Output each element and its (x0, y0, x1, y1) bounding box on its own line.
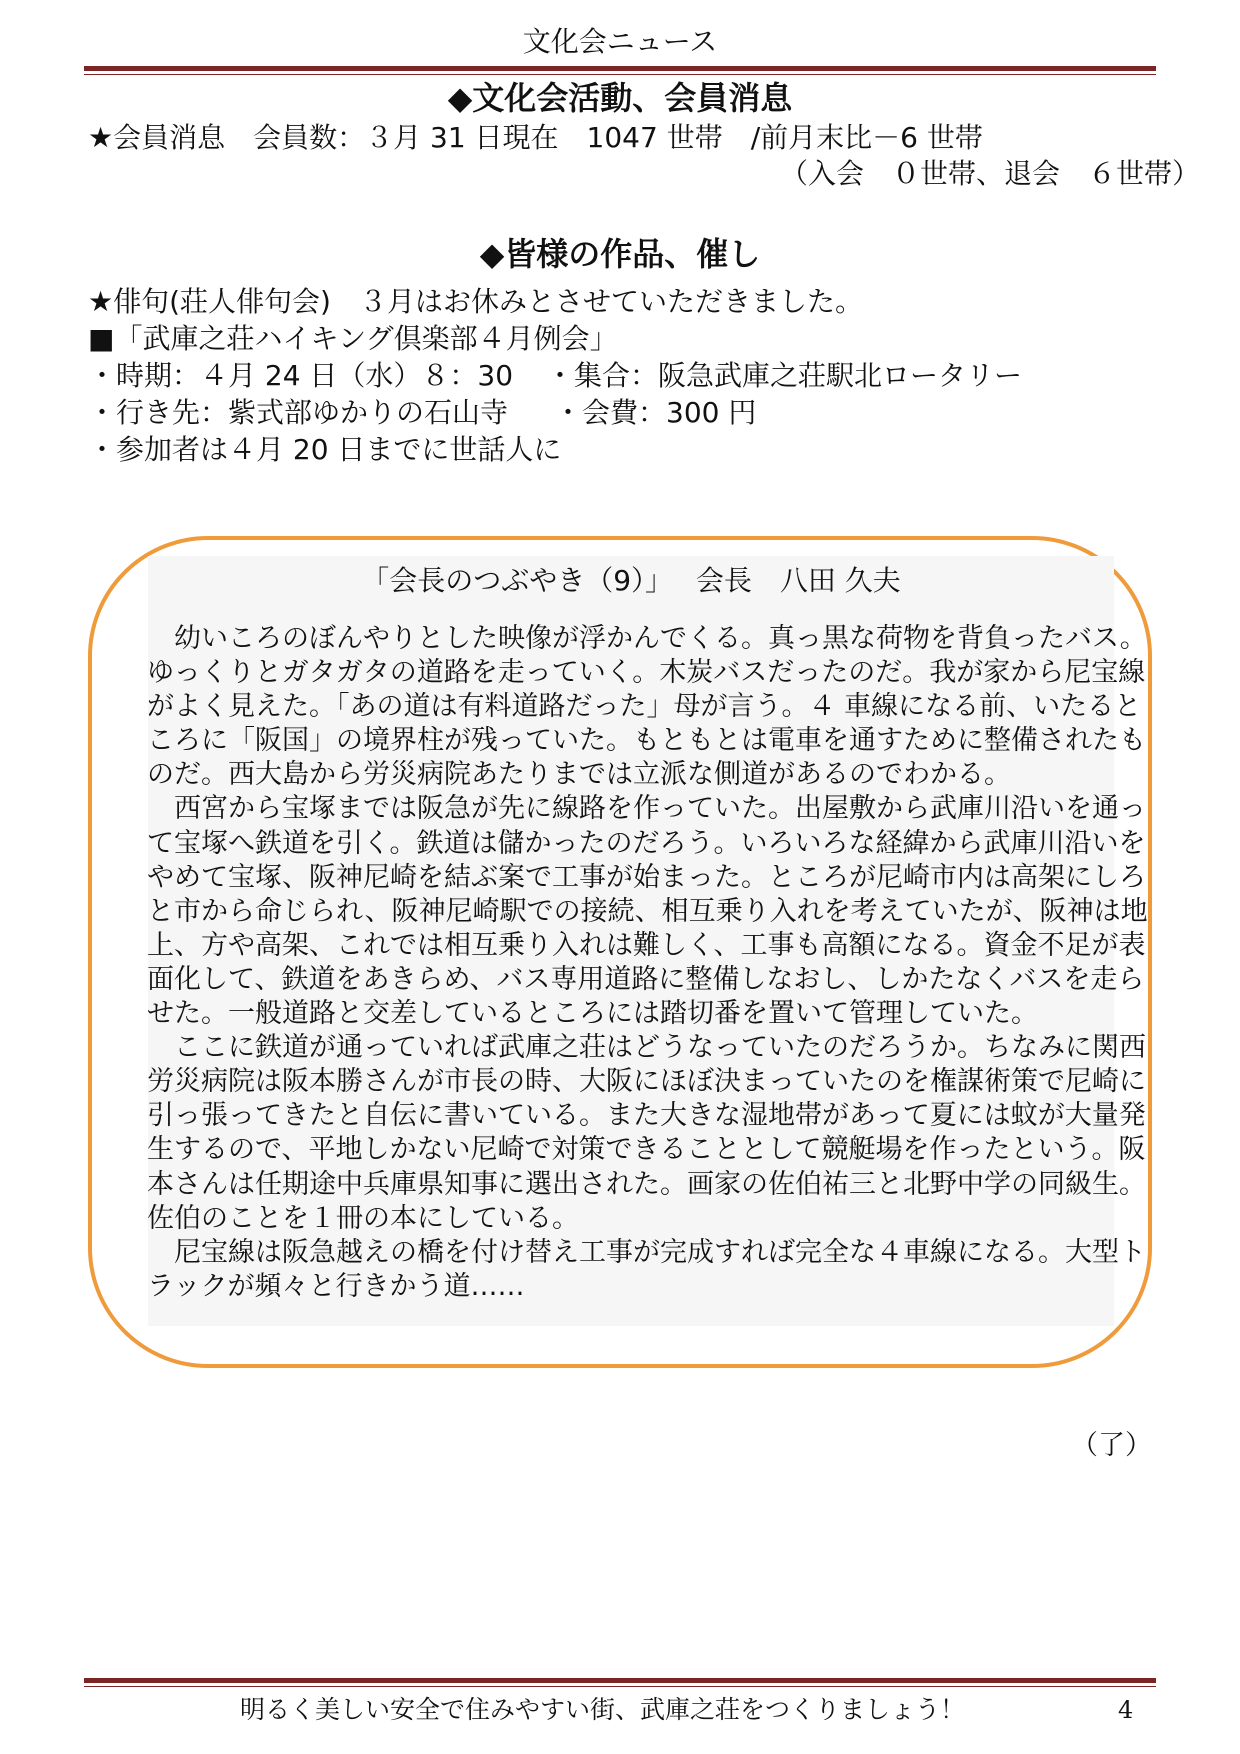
column-line: と市から命じられ、阪神尼崎駅での接続、相互乗り入れを考えていたが、阪神は地 (147, 895, 1148, 927)
hiking-deadline: ・参加者は４月 20 日までに世話人に (88, 433, 562, 466)
column-title: 「会長のつぶやき（9）」 会長 八田 久夫 (361, 564, 901, 597)
section-heading-works: ◆皆様の作品、催し (479, 235, 761, 273)
column-line: 面化して、鉄道をあきらめ、バス専用道路に整備しなおし、しかたなくバスを走ら (147, 963, 1145, 995)
footer-rule-thin (84, 1686, 1156, 1687)
hiking-title: ■「武庫之荘ハイキング倶楽部４月例会」 (88, 322, 618, 355)
haiku-line: ★俳句(荘人俳句会) ３月はお休みとさせていただきました。 (88, 285, 863, 318)
column-line: 生するので、平地しかない尼崎で対策できることとして競艇場を作ったという。阪 (147, 1134, 1146, 1166)
column-body (147, 622, 1148, 1304)
column-line: ラックが頻々と行きかう道…… (147, 1270, 525, 1302)
column-line: 引っ張ってきたと自伝に書いている。また大きな湿地帯があって夏には蚊が大量発 (147, 1100, 1146, 1132)
hiking-meeting-point: ・集合：阪急武庫之荘駅北ロータリー (546, 359, 1023, 392)
hiking-destination: ・行き先：紫式部ゆかりの石山寺 (88, 396, 509, 429)
column-line: 幼いころのぼんやりとした映像が浮かんでくる。真っ黒な荷物を背負ったバス。 (147, 623, 1147, 654)
column-line: ゆっくりとガタガタの道路を走っていく。木炭バスだったのだ。我が家から尼宝線 (147, 657, 1146, 689)
column-line: 労災病院は阪本勝さんが市長の時、大阪にほぼ決まっていたのを権謀術策で尼崎に (147, 1066, 1146, 1098)
column-line: て宝塚へ鉄道を引く。鉄道は儲かったのだろう。いろいろな経緯から武庫川沿いを (147, 827, 1146, 859)
column-line: 上、方や高架、これでは相互乗り入れは難しく、工事も高額になる。資金不足が表 (147, 929, 1146, 961)
member-count-line: ★会員消息 会員数：３月 31 日現在 1047 世帯 /前月末比－6 世帯 (88, 121, 983, 154)
column-line: 佐伯のことを１冊の本にしている。 (147, 1202, 579, 1234)
column-line: 西宮から宝塚までは阪急が先に線路を作っていた。出屋敷から武庫川沿いを通っ (147, 793, 1146, 825)
column-line: ここに鉄道が通っていれば武庫之荘はどうなっていたのだろうか。ちなみに関西 (147, 1032, 1146, 1064)
footer-rule (84, 1678, 1156, 1683)
column-line: ころに「阪国」の境界柱が残っていた。もともとは電車を通すために整備されたも (147, 725, 1146, 757)
member-detail-line: （入会 ０世帯、退会 ６世帯） (780, 157, 1201, 190)
header-rule-thin (84, 74, 1156, 75)
column-line: のだ。西大島から労災病院あたりまでは立派な側道があるのでわかる。 (147, 759, 1011, 791)
hiking-fee: ・会費：300 円 (554, 396, 757, 429)
newsletter-title: 文化会ニュース (522, 25, 718, 58)
hiking-time: ・時期：４月 24 日（水）８：30 (88, 359, 514, 392)
column-line: がよく見えた。「あの道は有料道路だった」母が言う。４ 車線になる前、いたると (147, 691, 1142, 723)
column-line: やめて宝塚、阪神尼崎を結ぶ案で工事が始まった。ところが尼崎市内は高架にしろ (147, 861, 1146, 893)
header-rule (84, 66, 1156, 71)
section-heading-activities: ◆文化会活動、会員消息 (447, 79, 793, 117)
ending-mark: （了） (1071, 1430, 1152, 1461)
column-line: 尼宝線は阪急越えの橋を付け替え工事が完成すれば完全な４車線になる。大型ト (147, 1236, 1146, 1268)
footer-slogan: 明るく美しい安全で住みやすい街、武庫之荘をつくりましょう！ (240, 1695, 966, 1724)
column-line: 本さんは任期途中兵庫県知事に選出された。画家の佐伯祐三と北野中学の同級生。 (147, 1168, 1146, 1200)
page-number: 4 (1118, 1696, 1134, 1724)
column-line: せた。一般道路と交差しているところには踏切番を置いて管理していた。 (147, 998, 1038, 1030)
